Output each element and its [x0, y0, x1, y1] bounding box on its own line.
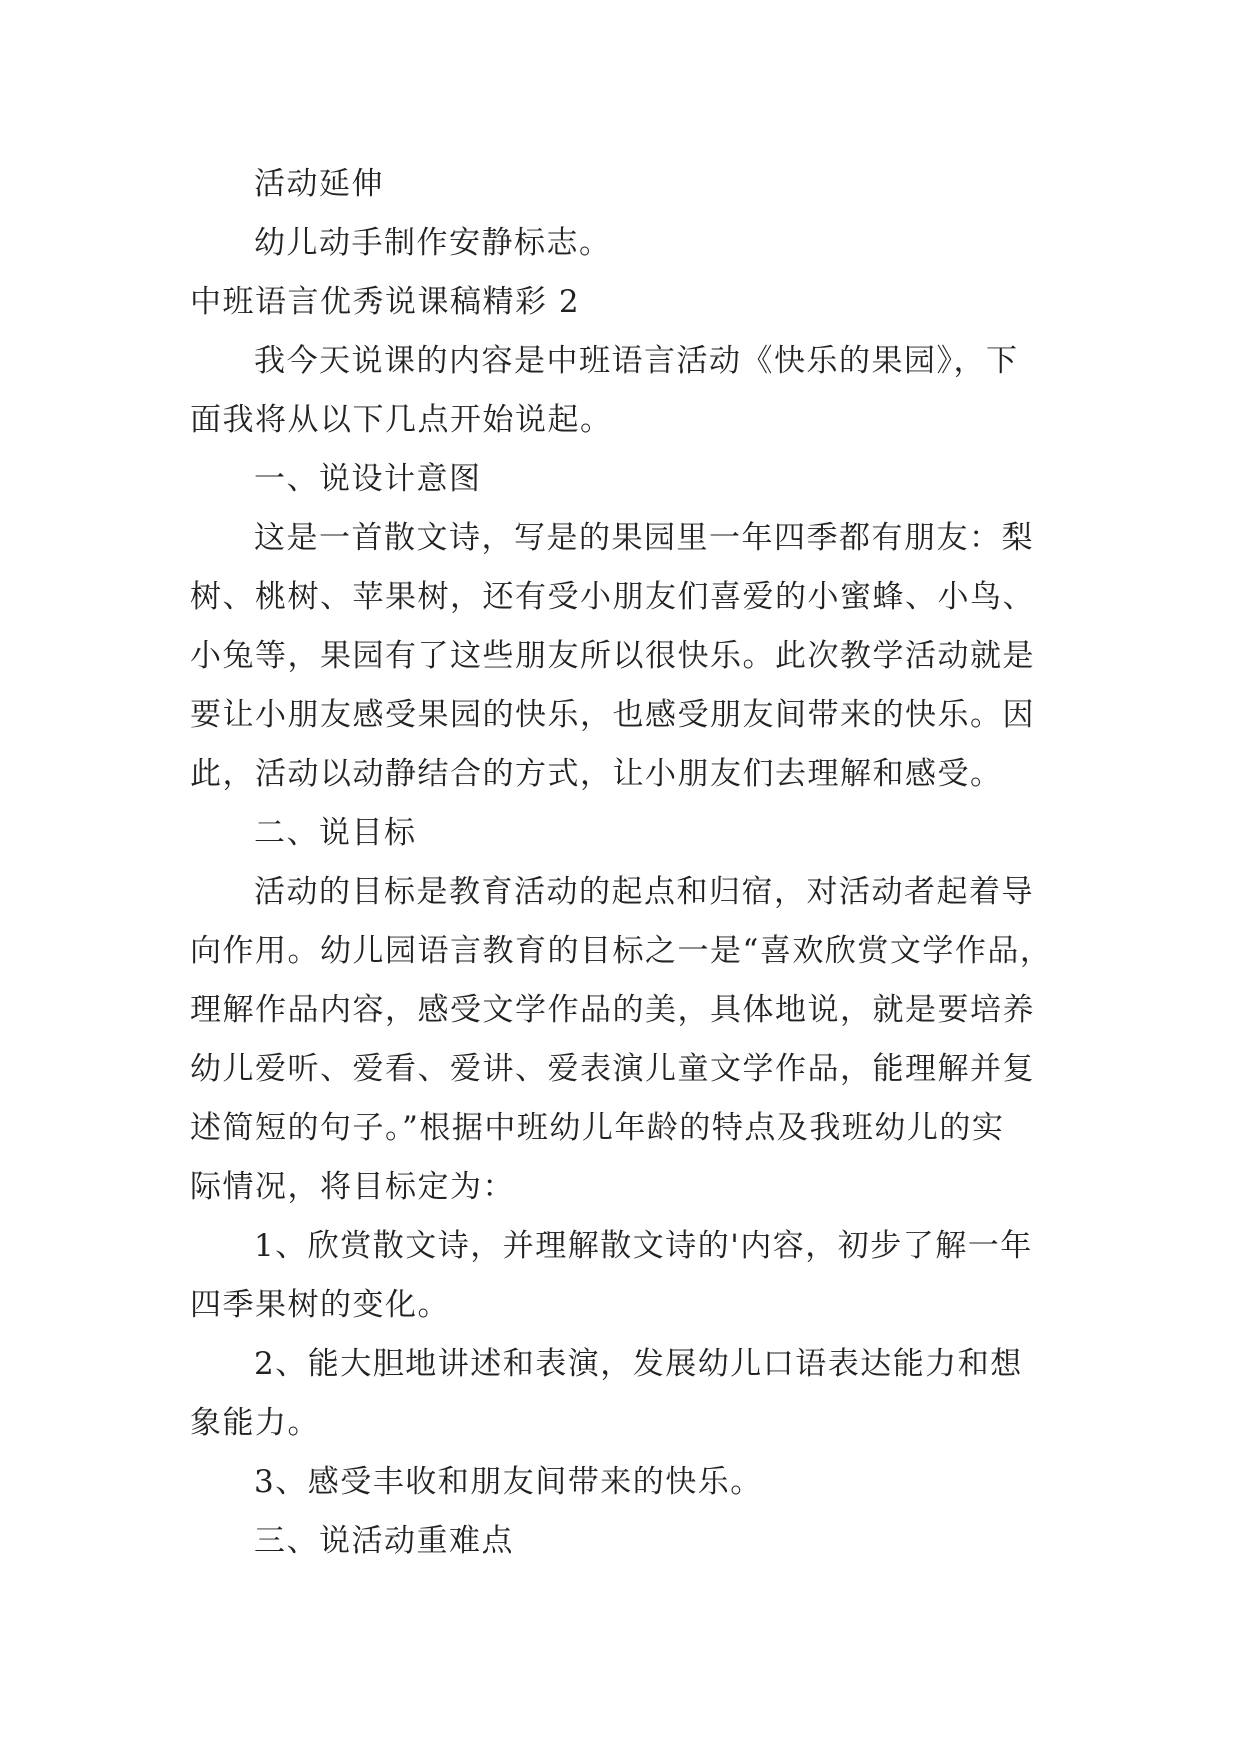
- text-line: 幼儿爱听、爱看、爱讲、爱表演儿童文学作品，能理解并复: [190, 1051, 1035, 1087]
- text-line: 要让小朋友感受果园的快乐，也感受朋友间带来的快乐。因: [190, 697, 1035, 733]
- goal-item-3: [190, 1453, 1052, 1512]
- paragraph-intro: [190, 332, 1052, 450]
- text-line: 2、能大胆地讲述和表演，发展幼儿口语表达能力和想: [254, 1346, 1023, 1382]
- text-line: 此，活动以动静结合的方式，让小朋友们去理解和感受。: [190, 756, 1003, 792]
- text-line: 四季果树的变化。: [190, 1287, 450, 1323]
- document-body: [190, 155, 1052, 1571]
- text-line: 理解作品内容，感受文学作品的美，具体地说，就是要培养: [190, 992, 1035, 1028]
- paragraph-activity-extension-heading: [190, 155, 1052, 214]
- section-title: [190, 273, 1052, 332]
- text-line: 际情况，将目标定为：: [190, 1169, 515, 1205]
- heading-goals: [190, 804, 1052, 863]
- text-line: 一、说设计意图: [254, 461, 482, 497]
- text-line: 3、感受丰收和朋友间带来的快乐。: [254, 1464, 763, 1500]
- text-line: 三、说活动重难点: [254, 1523, 514, 1559]
- heading-key-difficult-points: [190, 1512, 1052, 1571]
- paragraph-activity-extension-body: [190, 214, 1052, 273]
- goal-item-2: [190, 1335, 1052, 1453]
- text-line: 象能力。: [190, 1405, 320, 1441]
- text-line: 树、桃树、苹果树，还有受小朋友们喜爱的小蜜蜂、小鸟、: [190, 579, 1035, 615]
- text-line: 述简短的句子。”根据中班幼儿年龄的特点及我班幼儿的实: [190, 1110, 1005, 1146]
- text-line: 这是一首散文诗，写是的果园里一年四季都有朋友：梨: [254, 520, 1034, 556]
- text-line: 向作用。幼儿园语言教育的目标之一是“喜欢欣赏文学作品，: [190, 933, 1053, 969]
- text-line: 幼儿动手制作安静标志。: [254, 225, 612, 261]
- heading-design-intent: [190, 450, 1052, 509]
- text-line: 活动延伸: [254, 166, 384, 202]
- paragraph-goals: [190, 863, 1052, 1217]
- text-line: 活动的目标是教育活动的起点和归宿，对活动者起着导: [254, 874, 1034, 910]
- text-line: 小兔等，果园有了这些朋友所以很快乐。此次教学活动就是: [190, 638, 1035, 674]
- goal-item-1: [190, 1217, 1052, 1335]
- title-line: 中班语言优秀说课稿精彩 2: [190, 284, 581, 320]
- text-line: 我今天说课的内容是中班语言活动《快乐的果园》，下: [254, 343, 1019, 379]
- text-line: 二、说目标: [254, 815, 417, 851]
- text-line: 1、欣赏散文诗，并理解散文诗的'内容，初步了解一年: [254, 1228, 1033, 1264]
- text-line: 面我将从以下几点开始说起。: [190, 402, 613, 438]
- paragraph-design-intent: [190, 509, 1052, 804]
